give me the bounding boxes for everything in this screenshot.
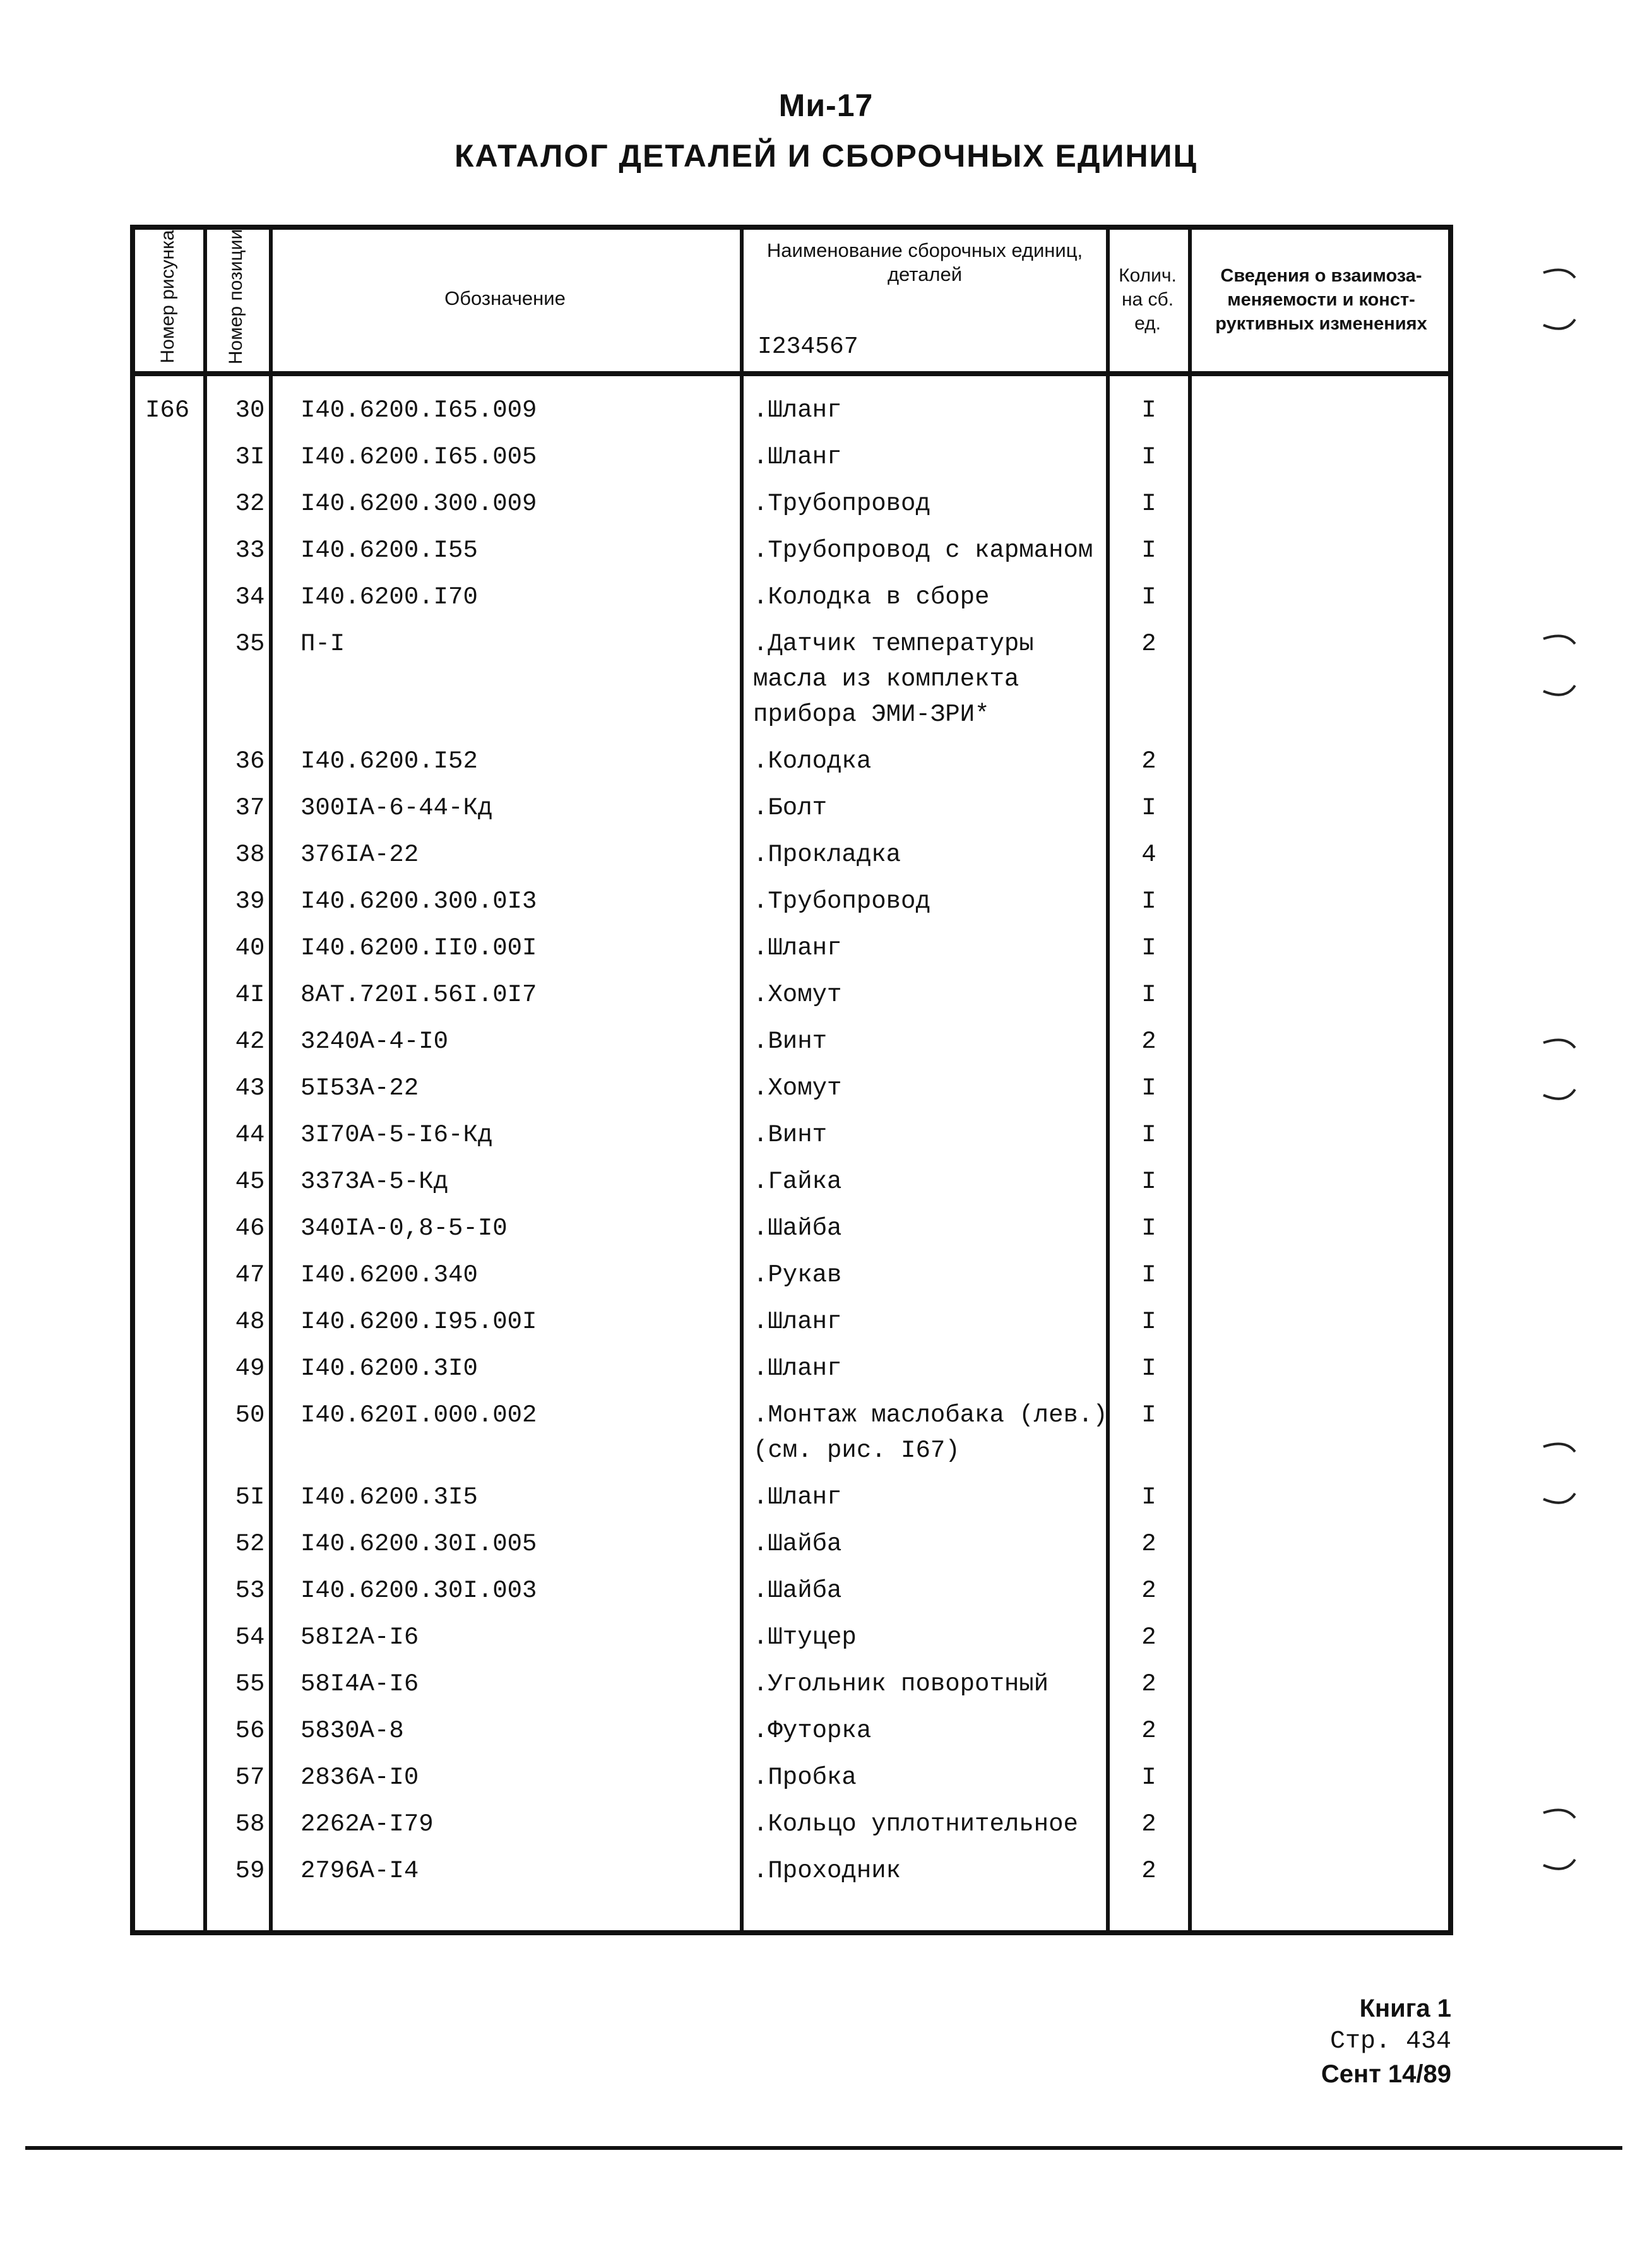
cell-quantity: I: [1141, 443, 1156, 471]
cell-designation: I40.6200.3I5: [300, 1483, 478, 1511]
cell-name: .Хомут: [753, 981, 842, 1009]
cell-quantity: I: [1141, 794, 1156, 822]
cell-quantity: I: [1141, 537, 1156, 564]
cell-quantity: 2: [1141, 1623, 1156, 1651]
cell-quantity: 2: [1141, 1530, 1156, 1558]
cell-designation: I40.6200.30I.005: [300, 1530, 537, 1558]
cell-position: 43: [235, 1074, 265, 1102]
cell-quantity: I: [1141, 490, 1156, 518]
cell-quantity: 4: [1141, 841, 1156, 869]
cell-position: 47: [235, 1261, 265, 1289]
cell-position: 52: [235, 1530, 265, 1558]
cell-designation: 376IA-22: [300, 841, 419, 869]
page-title: Ми-17: [778, 88, 874, 123]
cell-designation: I40.6200.30I.003: [300, 1577, 537, 1604]
cell-name: .Рукав: [753, 1261, 842, 1289]
header-notes: Сведения о взаимоза- меняемости и конст- руктивных изменениях: [1215, 266, 1427, 334]
cell-position: 5I: [235, 1483, 265, 1511]
cell-name: .Шланг: [753, 396, 842, 424]
cell-quantity: 2: [1141, 1577, 1156, 1604]
cell-quantity: I: [1141, 1764, 1156, 1791]
binding-hole-mark: [1540, 631, 1578, 701]
cell-position: 44: [235, 1121, 265, 1149]
cell-position: 40: [235, 934, 265, 962]
cell-position: 59: [235, 1857, 265, 1885]
cell-name: .Шланг: [753, 1355, 842, 1382]
cell-designation: I40.6200.II0.00I: [300, 934, 537, 962]
cell-designation: I40.6200.I70: [300, 583, 478, 611]
cell-position: 55: [235, 1670, 265, 1698]
cell-designation: I40.6200.300.0I3: [300, 887, 537, 915]
cell-designation: 3I70A-5-I6-Кд: [300, 1121, 493, 1149]
cell-name: .Датчик температуры масла из комплекта прибора ЭМИ-ЗРИ*: [753, 630, 1034, 728]
cell-quantity: 2: [1141, 1857, 1156, 1885]
binding-hole-mark: [1540, 1035, 1578, 1105]
cell-designation: 58I4A-I6: [300, 1670, 419, 1698]
header-name-code: I234567: [758, 333, 859, 360]
cell-position: 45: [235, 1168, 265, 1195]
cell-designation: 3373A-5-Кд: [300, 1168, 449, 1195]
cell-designation: I40.6200.I65.009: [300, 396, 537, 424]
cell-designation: I40.6200.340: [300, 1261, 478, 1289]
cell-designation: 5I53A-22: [300, 1074, 419, 1102]
cell-name: .Шайба: [753, 1577, 842, 1604]
cell-figure: I66: [145, 396, 190, 424]
footer-book: Книга 1: [1359, 1995, 1451, 2022]
cell-name: .Шланг: [753, 934, 842, 962]
cell-name: .Гайка: [753, 1168, 842, 1195]
cell-name: .Проходник: [753, 1857, 901, 1885]
cell-position: 50: [235, 1401, 265, 1429]
cell-quantity: 2: [1141, 1810, 1156, 1838]
header-name: Наименование сборочных единиц, деталей: [766, 239, 1083, 285]
header-separator: [130, 371, 1453, 376]
binding-hole-mark: [1540, 265, 1578, 335]
cell-name: .Трубопровод: [753, 490, 930, 518]
cell-quantity: I: [1141, 1483, 1156, 1511]
cell-name: .Прокладка: [753, 841, 901, 869]
cell-designation: 2262A-I79: [300, 1810, 434, 1838]
cell-designation: 340IA-0,8-5-I0: [300, 1214, 508, 1242]
cell-designation: 300IA-6-44-Кд: [300, 794, 493, 822]
cell-quantity: 2: [1141, 1717, 1156, 1745]
cell-position: 3I: [235, 443, 265, 471]
cell-quantity: I: [1141, 887, 1156, 915]
cell-name: .Шайба: [753, 1530, 842, 1558]
cell-designation: I40.6200.I65.005: [300, 443, 537, 471]
cell-designation: 5830A-8: [300, 1717, 404, 1745]
cell-position: 46: [235, 1214, 265, 1242]
cell-name: .Монтаж маслобака (лев.) (см. рис. I67): [753, 1401, 1108, 1464]
cell-name: .Футорка: [753, 1717, 872, 1745]
header-position-number: Номер позиции: [225, 228, 246, 365]
cell-name: .Шайба: [753, 1214, 842, 1242]
cell-designation: 2836A-I0: [300, 1764, 419, 1791]
cell-quantity: I: [1141, 1308, 1156, 1336]
cell-designation: 58I2A-I6: [300, 1623, 419, 1651]
cell-quantity: I: [1141, 1355, 1156, 1382]
cell-quantity: I: [1141, 583, 1156, 611]
cell-designation: I40.6200.300.009: [300, 490, 537, 518]
cell-quantity: I: [1141, 1168, 1156, 1195]
cell-quantity: I: [1141, 1261, 1156, 1289]
cell-quantity: 2: [1141, 747, 1156, 775]
cell-position: 57: [235, 1764, 265, 1791]
cell-position: 49: [235, 1355, 265, 1382]
cell-position: 38: [235, 841, 265, 869]
cell-quantity: 2: [1141, 1670, 1156, 1698]
cell-designation: I40.6200.I95.00I: [300, 1308, 537, 1336]
binding-hole-mark: [1540, 1805, 1578, 1875]
cell-designation: 3240A-4-I0: [300, 1028, 449, 1055]
header-figure-number: Номер рисунка: [157, 230, 178, 364]
cell-designation: I40.620I.000.002: [300, 1401, 537, 1429]
cell-name: .Шланг: [753, 443, 842, 471]
cell-quantity: I: [1141, 981, 1156, 1009]
cell-quantity: I: [1141, 1401, 1156, 1429]
cell-designation: 2796A-I4: [300, 1857, 419, 1885]
cell-name: .Колодка в сборе: [753, 583, 990, 611]
cell-position: 48: [235, 1308, 265, 1336]
cell-name: .Пробка: [753, 1764, 857, 1791]
cell-name: .Винт: [753, 1121, 828, 1149]
binding-hole-mark: [1540, 1439, 1578, 1509]
cell-position: 35: [235, 630, 265, 658]
cell-position: 54: [235, 1623, 265, 1651]
cell-name: .Шланг: [753, 1483, 842, 1511]
cell-designation: П-I: [300, 630, 345, 658]
cell-designation: 8AT.720I.56I.0I7: [300, 981, 537, 1009]
cell-position: 30: [235, 396, 265, 424]
cell-position: 34: [235, 583, 265, 611]
cell-quantity: I: [1141, 396, 1156, 424]
page-subtitle: КАТАЛОГ ДЕТАЛЕЙ И СБОРОЧНЫХ ЕДИНИЦ: [454, 138, 1198, 174]
cell-quantity: 2: [1141, 1028, 1156, 1055]
cell-quantity: I: [1141, 1214, 1156, 1242]
cell-name: .Угольник поворотный: [753, 1670, 1049, 1698]
cell-position: 42: [235, 1028, 265, 1055]
column-divider: [203, 225, 207, 1935]
cell-name: .Винт: [753, 1028, 828, 1055]
cell-designation: I40.6200.I52: [300, 747, 478, 775]
cell-quantity: I: [1141, 934, 1156, 962]
cell-name: .Болт: [753, 794, 828, 822]
cell-position: 33: [235, 537, 265, 564]
cell-designation: I40.6200.I55: [300, 537, 478, 564]
header-designation: Обозначение: [444, 287, 566, 309]
cell-position: 56: [235, 1717, 265, 1745]
cell-position: 37: [235, 794, 265, 822]
cell-quantity: I: [1141, 1074, 1156, 1102]
cell-quantity: 2: [1141, 630, 1156, 658]
cell-designation: I40.6200.3I0: [300, 1355, 478, 1382]
cell-position: 36: [235, 747, 265, 775]
cell-name: .Хомут: [753, 1074, 842, 1102]
cell-name: .Трубопровод с карманом: [753, 537, 1093, 564]
cell-name: .Шланг: [753, 1308, 842, 1336]
cell-position: 4I: [235, 981, 265, 1009]
footer-page: Стр. 434: [1329, 2027, 1451, 2056]
bottom-rule: [25, 2146, 1622, 2150]
cell-name: .Кольцо уплотнительное: [753, 1810, 1078, 1838]
cell-name: .Трубопровод: [753, 887, 930, 915]
footer-date: Сент 14/89: [1321, 2060, 1451, 2088]
cell-position: 58: [235, 1810, 265, 1838]
header-quantity: Колич. на сб. ед.: [1119, 265, 1177, 334]
cell-quantity: I: [1141, 1121, 1156, 1149]
cell-position: 53: [235, 1577, 265, 1604]
cell-position: 39: [235, 887, 265, 915]
cell-position: 32: [235, 490, 265, 518]
cell-name: .Штуцер: [753, 1623, 857, 1651]
cell-name: .Колодка: [753, 747, 872, 775]
